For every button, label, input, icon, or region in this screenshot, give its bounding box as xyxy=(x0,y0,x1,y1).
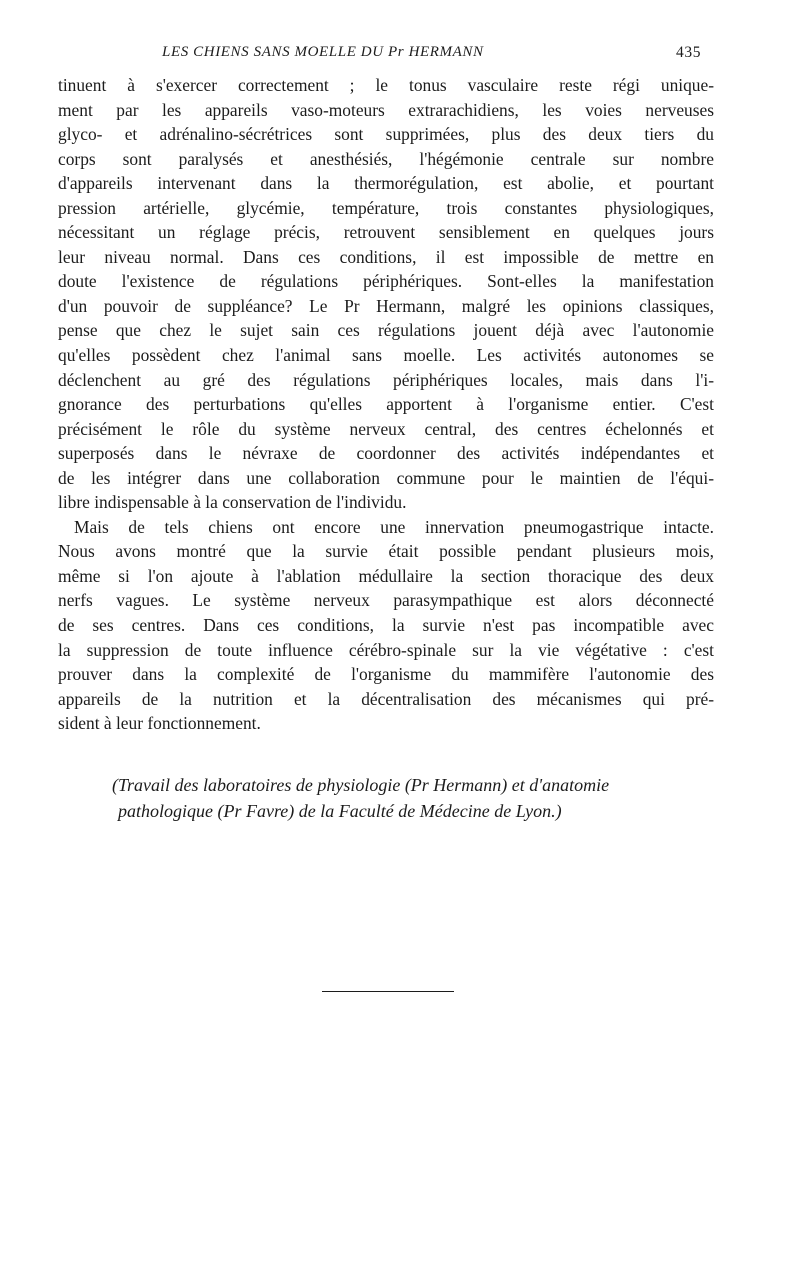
credit-line: (Travail des laboratoires de physiologie (Pr Hermann) et d'anatomie xyxy=(112,775,610,795)
text-line: Nous avons montré que la survie était possible pendant plusieurs mois, xyxy=(58,541,714,562)
text-line: nerfs vagues. Le système nerveux parasympathique est alors déconnecté xyxy=(58,590,714,611)
text-line: déclenchent au gré des régulations périphériques locales, mais dans l'i- xyxy=(58,369,714,390)
running-title: LES CHIENS SANS MOELLE DU Pr HERMANN xyxy=(162,44,484,60)
text-line: prouver dans la complexité de l'organisme du mammifère l'autonomie des xyxy=(58,664,714,685)
text-line: sident à leur fonctionnement. xyxy=(58,713,261,734)
text-line: d'appareils intervenant dans la thermorégulation, est abolie, et pourtant xyxy=(58,173,714,194)
text-line: précisément le rôle du système nerveux central, des centres échelonnés et xyxy=(58,418,714,439)
text-line: libre indispensable à la conservation de l'individu. xyxy=(58,492,407,513)
text-line: la suppression de toute influence cérébro-spinale sur la vie végétative : c'est xyxy=(58,639,714,660)
lab-credit xyxy=(0,772,800,824)
text-line: même si l'on ajoute à l'ablation médullaire la section thoracique des deux xyxy=(58,565,714,586)
text-line: d'un pouvoir de suppléance? Le Pr Hermann, malgré les opinions classiques, xyxy=(58,295,714,316)
text-line: tinuent à s'exercer correctement ; le tonus vasculaire reste régi unique- xyxy=(58,75,714,95)
text-line: qu'elles possèdent chez l'animal sans moelle. Les activités autonomes se xyxy=(58,345,714,366)
text-line: de ses centres. Dans ces conditions, la survie n'est pas incompatible avec xyxy=(58,615,714,636)
page-header xyxy=(0,44,800,66)
text-line: de les intégrer dans une collaboration commune pour le maintien de l'équi- xyxy=(58,467,714,488)
text-line: appareils de la nutrition et la décentralisation des mécanismes qui pré- xyxy=(58,688,714,709)
text-line: doute l'existence de régulations périphériques. Sont-elles la manifestation xyxy=(58,271,714,292)
text-line: superposés dans le névraxe de coordonner des activités indépendantes et xyxy=(58,443,714,464)
text-line: pense que chez le sujet sain ces régulations jouent déjà avec l'autonomie xyxy=(58,320,714,341)
text-line: gnorance des perturbations qu'elles apportent à l'organisme entier. C'est xyxy=(58,394,714,415)
credit-line: pathologique (Pr Favre) de la Faculté de Médecine de Lyon.) xyxy=(118,801,562,821)
text-line: leur niveau normal. Dans ces conditions, il est impossible de mettre en xyxy=(58,246,714,267)
text-line: ment par les appareils vaso-moteurs extrarachidiens, les voies nerveuses xyxy=(58,99,714,120)
end-rule xyxy=(322,991,454,992)
text-line: nécessitant un réglage précis, retrouvent sensiblement en quelques jours xyxy=(58,222,714,243)
text-line: corps sont paralysés et anesthésiés, l'hégémonie centrale sur nombre xyxy=(58,148,714,169)
page-number: 435 xyxy=(676,44,702,61)
text-line: Mais de tels chiens ont encore une innervation pneumogastrique intacte. xyxy=(74,516,714,537)
body-text xyxy=(58,73,714,736)
text-line: glyco- et adrénalino-sécrétrices sont supprimées, plus des deux tiers du xyxy=(58,124,714,145)
text-line: pression artérielle, glycémie, température, trois constantes physiologiques, xyxy=(58,197,714,218)
